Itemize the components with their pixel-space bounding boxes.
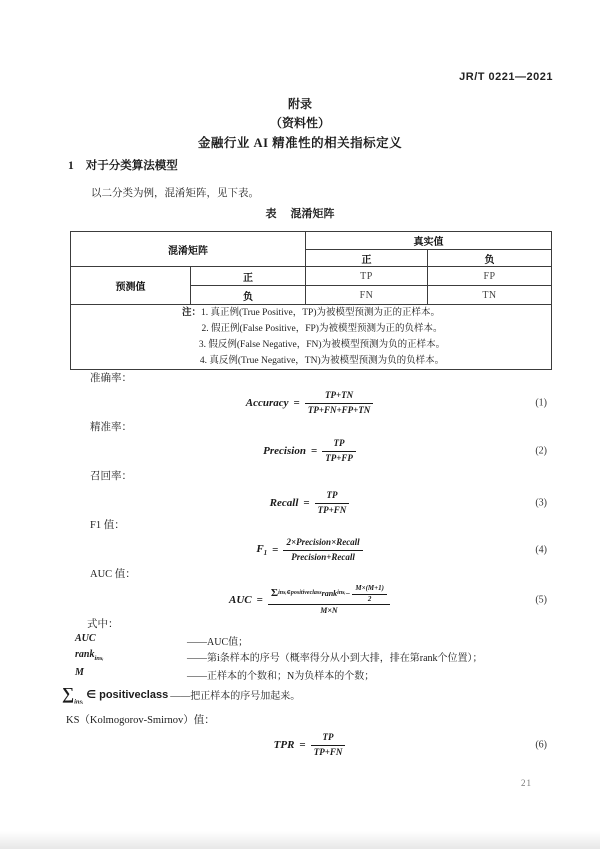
definition-rank-subscript: insᵢ — [94, 655, 104, 662]
note-line-3: 3. 假反例(False Negative，FN)为被模型预测为负的正样本。 — [198, 340, 446, 350]
cell-fp: FP — [428, 267, 552, 286]
label-where: 式中： — [87, 619, 119, 630]
sigma-membership: ∈ positiveclass — [86, 689, 169, 702]
label-accuracy: 准确率： — [90, 373, 132, 384]
appendix-subtitle: （资料性） — [269, 116, 330, 130]
f1-lhs: $F_1$ — [256, 542, 268, 558]
auc-numerator — [268, 584, 390, 605]
rank-subscript: insᵢ — [337, 589, 346, 596]
sum-symbol: Σ — [270, 586, 279, 599]
equation-number-4: (4) — [535, 544, 547, 556]
definition-auc — [75, 633, 551, 648]
f1-numerator: 2×Precision×Recall — [283, 537, 362, 550]
label-recall: 召回率： — [90, 471, 132, 482]
appendix-title: 附录 — [287, 97, 312, 111]
label-ks: KS（Kolmogorov-Smirnov）值： — [66, 715, 215, 726]
auc-inner-denominator: 2 — [367, 594, 372, 603]
auc-equals: = — [256, 594, 263, 606]
note-text-1: 1. 真正例(True Positive，TP)为被模型预测为正的正样本。 — [201, 308, 441, 318]
recall-numerator: TP — [315, 490, 350, 503]
auc-inner-fraction — [352, 584, 387, 603]
equation-number-5: (5) — [535, 594, 547, 606]
section-heading — [68, 157, 178, 173]
equation-number-3: (3) — [535, 497, 547, 509]
note-label: 注： — [181, 308, 201, 318]
appendix-heading: 金融行业 AI 精准性的相关指标定义 — [197, 136, 403, 150]
equation-accuracy — [68, 388, 551, 418]
cell-pred-label: 预测值 — [71, 267, 191, 305]
accuracy-equals: = — [293, 397, 300, 409]
equation-precision-body — [263, 438, 356, 464]
precision-fraction — [322, 438, 356, 464]
cell-pred-pos: 正 — [191, 267, 306, 286]
equation-auc-body — [229, 584, 390, 616]
definition-sigma-desc: ——把正样本的序号加起来。 — [170, 691, 301, 703]
equation-number-2: (2) — [535, 445, 547, 457]
f1-lhs-subscript: 1 — [263, 549, 268, 558]
cell-tp: TP — [306, 267, 428, 286]
recall-lhs: Recall — [269, 497, 299, 509]
note-line-2: 2. 假正例(False Positive，FP)为被模型预测为正的负样本。 — [201, 324, 443, 334]
recall-equals: = — [303, 497, 310, 509]
section-title: 对于分类算法模型 — [85, 160, 178, 172]
intro-paragraph: 以二分类为例，混淆矩阵，见下表。 — [91, 188, 259, 199]
accuracy-fraction — [305, 390, 373, 416]
cell-matrix-label: 混淆矩阵 — [71, 232, 306, 267]
definition-sigma — [62, 684, 300, 705]
precision-numerator: TP — [322, 438, 356, 451]
page-bottom-shadow — [0, 831, 600, 849]
table-caption — [0, 205, 600, 221]
precision-equals: = — [310, 445, 318, 457]
table-notes — [71, 305, 552, 370]
equation-accuracy-body — [246, 390, 373, 416]
equation-tpr — [68, 730, 551, 760]
tpr-equals: = — [299, 739, 306, 751]
auc-inner-numerator: M×(M+1) — [352, 584, 387, 594]
equation-recall — [68, 488, 551, 518]
accuracy-numerator: TP+TN — [305, 390, 373, 403]
equation-recall-body — [270, 490, 350, 516]
equation-number-1: (1) — [535, 397, 547, 409]
definition-auc-desc: ——AUC值； — [187, 637, 249, 648]
auc-lhs: AUC — [229, 594, 252, 606]
precision-lhs: Precision — [263, 445, 306, 457]
tpr-numerator: TP — [311, 732, 346, 745]
cell-truth-pos: 正 — [306, 250, 428, 267]
definition-auc-term: AUC — [75, 633, 96, 644]
tpr-fraction — [311, 732, 346, 758]
note-line-1 — [71, 305, 551, 321]
page-number: 21 — [521, 778, 532, 788]
sigma-symbol: $\sum_{insᵢ}$ — [62, 684, 84, 706]
label-auc: AUC 值： — [90, 569, 136, 580]
cell-fn: FN — [306, 286, 428, 305]
doc-number: JR/T 0221—2021 — [459, 71, 553, 83]
confusion-matrix-table — [70, 231, 552, 370]
sum-subscript: insᵢ∈positiveclass — [278, 589, 322, 596]
f1-equals: = — [272, 544, 279, 556]
tpr-lhs: TPR — [273, 739, 295, 751]
definition-rank — [75, 649, 551, 664]
rank-term: rank — [321, 588, 338, 598]
definition-rank-desc: ——第i条样本的序号（概率得分从小到大排，排在第rank个位置）； — [187, 653, 483, 664]
equation-precision — [68, 436, 551, 466]
precision-denominator: TP+FP — [325, 452, 353, 463]
cell-pred-neg: 负 — [191, 286, 306, 305]
minus-sign: − — [345, 588, 351, 598]
cell-tn: TN — [428, 286, 552, 305]
definition-m-term: M — [75, 667, 84, 678]
equation-tpr-body — [274, 732, 346, 758]
accuracy-lhs: Accuracy — [245, 397, 289, 409]
section-number: 1 — [68, 160, 74, 172]
label-f1: F1 值： — [90, 520, 125, 531]
definition-m-desc: ——正样本的个数和；N为负样本的个数； — [187, 671, 375, 682]
recall-fraction — [315, 490, 350, 516]
accuracy-denominator: TP+FN+FP+TN — [307, 404, 371, 415]
cell-truth-neg: 负 — [428, 250, 552, 267]
cell-truth-label: 真实值 — [306, 232, 552, 250]
definition-m — [75, 667, 551, 682]
tpr-denominator: TP+FN — [313, 746, 343, 757]
equation-f1 — [68, 535, 551, 565]
f1-denominator: Precision+Recall — [291, 551, 355, 562]
table-caption-prefix: 表 — [265, 208, 277, 220]
sigma-subscript: insᵢ — [74, 698, 84, 706]
recall-denominator: TP+FN — [317, 504, 347, 515]
equation-auc — [68, 582, 551, 618]
table-caption-text: 混淆矩阵 — [290, 208, 335, 220]
auc-fraction — [268, 584, 390, 616]
equation-f1-body — [256, 537, 362, 563]
equation-number-6: (6) — [535, 739, 547, 751]
label-precision: 精准率： — [90, 422, 132, 433]
auc-denominator: M×N — [320, 605, 338, 615]
f1-fraction — [283, 537, 362, 563]
note-line-4: 4. 真反例(True Negative，TN)为被模型预测为负的负样本。 — [199, 356, 445, 366]
definition-rank-term: rank$_{insᵢ}$ — [75, 649, 104, 662]
